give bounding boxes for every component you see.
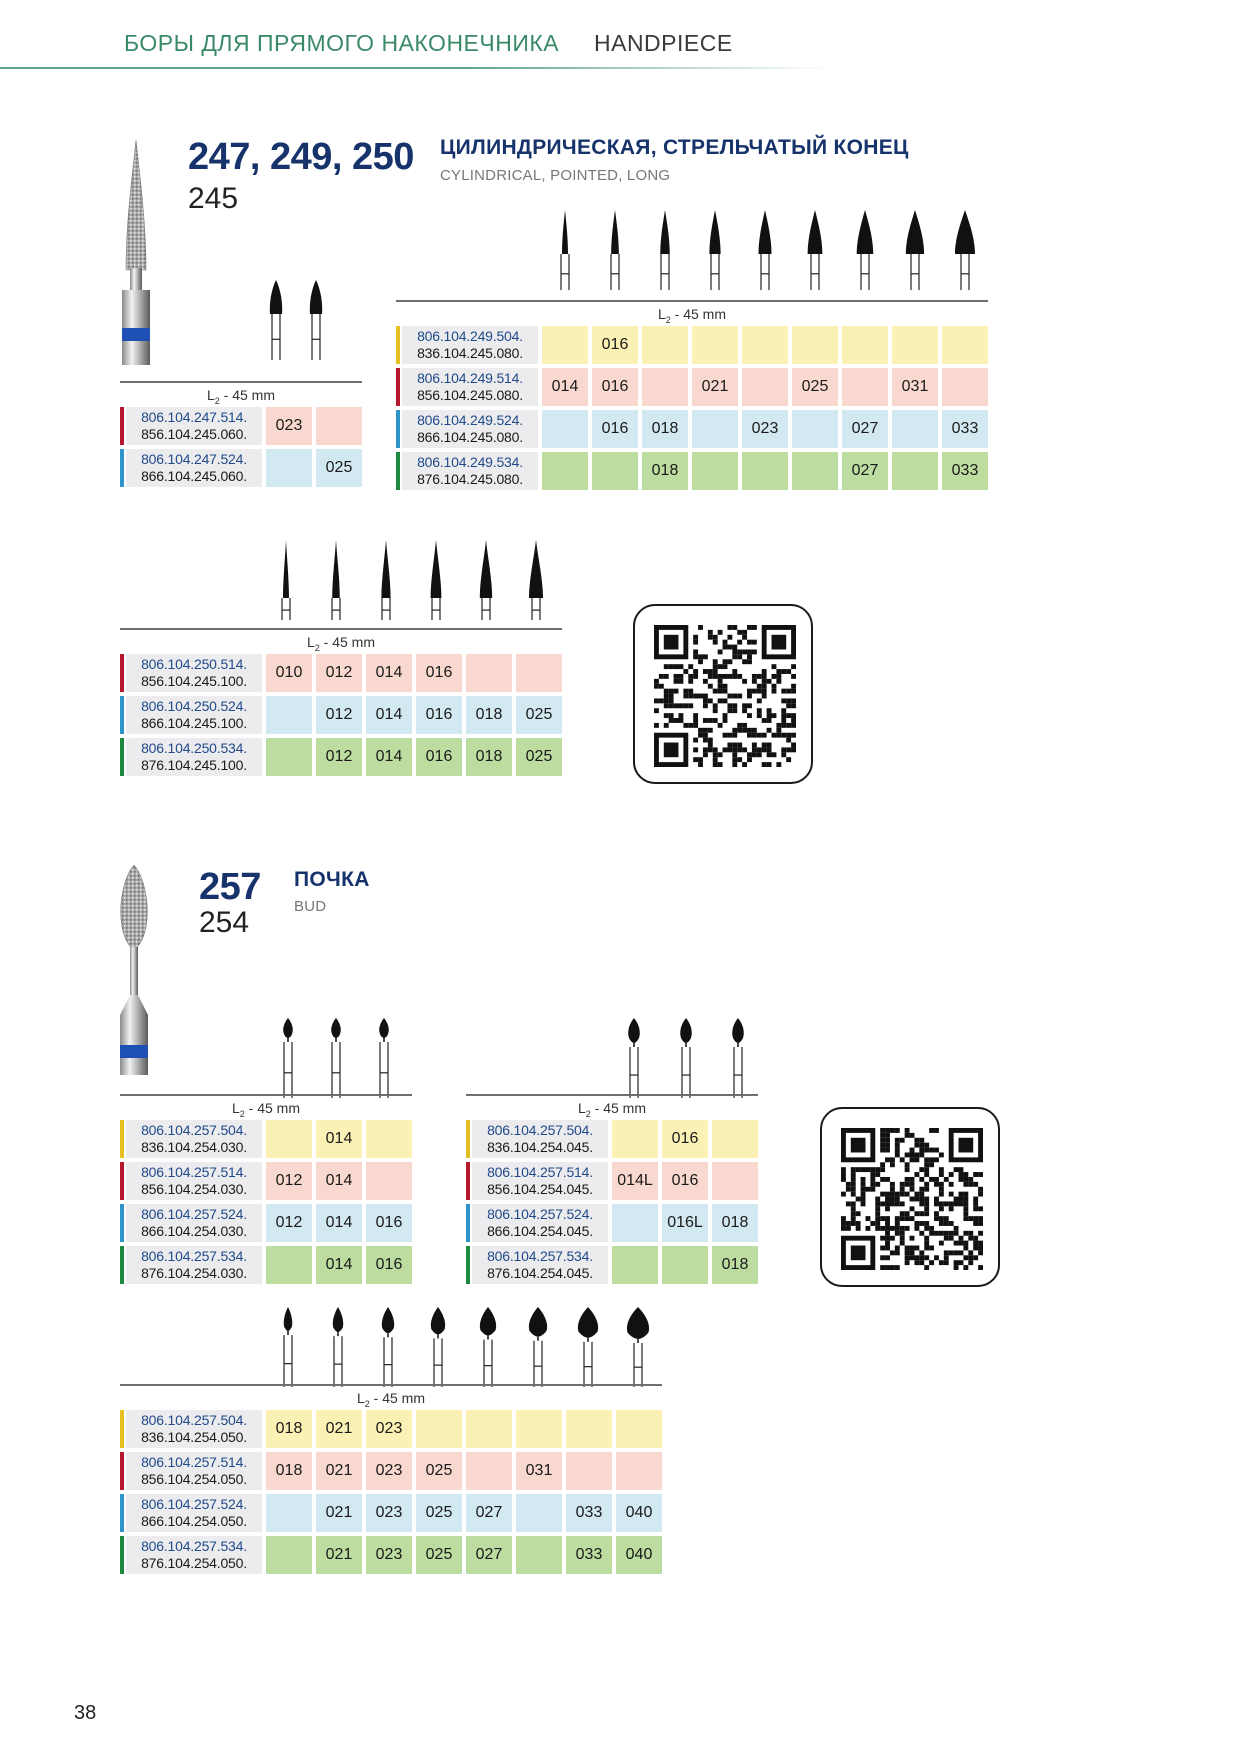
size-cell: 023 — [366, 1410, 412, 1448]
grit-color-bar — [120, 1162, 124, 1200]
shape-title-ru: ЦИЛИНДРИЧЕСКАЯ, СТРЕЛЬЧАТЫЙ КОНЕЦ — [440, 136, 909, 159]
bur-silhouettes-249 — [0, 205, 1000, 290]
grit-color-bar — [396, 368, 400, 406]
table-257-050 — [120, 1384, 662, 1578]
table-row — [120, 1410, 662, 1448]
model-number-primary: 257 — [199, 866, 261, 908]
article-code-secondary: 866.104.254.030. — [141, 1223, 247, 1239]
l2-label: $L_2 - 45$ mm — [306, 634, 376, 653]
size-cell — [266, 449, 312, 487]
shape-title-en: BUD — [294, 898, 327, 915]
size-cell — [892, 326, 938, 364]
size-cell — [266, 738, 312, 776]
size-cell: 012 — [266, 1204, 312, 1242]
article-code-secondary: 856.104.245.080. — [417, 387, 523, 403]
page-header — [124, 30, 733, 57]
size-cell — [416, 1410, 462, 1448]
article-code-primary: 806.104.247.524. — [141, 451, 247, 467]
table-row — [120, 449, 362, 487]
size-cell: 014 — [316, 1204, 362, 1242]
article-code-secondary: 866.104.245.080. — [417, 429, 523, 445]
size-cell — [542, 410, 588, 448]
size-cell — [692, 410, 738, 448]
article-code-primary: 806.104.257.534. — [141, 1538, 247, 1554]
size-cell: 023 — [266, 407, 312, 445]
article-codes — [126, 1246, 262, 1284]
article-code-primary: 806.104.257.514. — [141, 1454, 247, 1470]
article-code-secondary: 856.104.254.030. — [141, 1181, 247, 1197]
article-code-secondary: 866.104.245.060. — [141, 468, 247, 484]
size-cell: 021 — [316, 1452, 362, 1490]
size-cell — [592, 452, 638, 490]
grit-color-bar — [120, 1120, 124, 1158]
table-row — [120, 654, 562, 692]
article-code-secondary: 876.104.245.100. — [141, 757, 247, 773]
article-code-secondary: 866.104.254.050. — [141, 1513, 247, 1529]
size-cell — [266, 1536, 312, 1574]
size-cell: 033 — [942, 410, 988, 448]
size-cell: 016 — [416, 738, 462, 776]
article-codes — [126, 1120, 262, 1158]
bur-silhouettes-257-045 — [0, 1008, 800, 1098]
table-row — [396, 410, 988, 448]
size-cell — [612, 1246, 658, 1284]
size-cell: 016 — [592, 368, 638, 406]
size-cell — [516, 1536, 562, 1574]
size-cell — [466, 654, 512, 692]
grit-color-bar — [396, 410, 400, 448]
table-row — [466, 1204, 758, 1242]
size-cell — [516, 654, 562, 692]
article-code-primary: 806.104.257.504. — [141, 1122, 247, 1138]
header-title-en: HANDPIECE — [594, 30, 733, 56]
size-cell: 021 — [316, 1494, 362, 1532]
l2-label: $L_2 - 45$ mm — [657, 306, 727, 325]
article-code-secondary: 836.104.245.080. — [417, 345, 523, 361]
size-cell — [542, 452, 588, 490]
article-codes — [126, 1452, 262, 1490]
size-cell: 014 — [366, 738, 412, 776]
size-cell — [692, 452, 738, 490]
size-cell: 021 — [316, 1536, 362, 1574]
size-cell: 014 — [316, 1120, 362, 1158]
size-cell — [566, 1452, 612, 1490]
size-cell — [792, 326, 838, 364]
size-cell: 016 — [366, 1204, 412, 1242]
article-code-primary: 806.104.250.534. — [141, 740, 247, 756]
size-cell — [616, 1452, 662, 1490]
article-code-primary: 806.104.249.504. — [417, 328, 523, 344]
size-cell — [942, 326, 988, 364]
table-257-045 — [466, 1094, 758, 1288]
size-cell — [712, 1120, 758, 1158]
grit-color-bar — [120, 1204, 124, 1242]
size-cell: 021 — [692, 368, 738, 406]
size-cell: 025 — [416, 1494, 462, 1532]
table-row — [466, 1162, 758, 1200]
bur-silhouettes-257-050 — [0, 1302, 700, 1387]
table-row — [120, 407, 362, 445]
grit-color-bar — [120, 1410, 124, 1448]
size-cell: 018 — [642, 452, 688, 490]
size-cell: 016 — [662, 1120, 708, 1158]
article-code-secondary: 836.104.254.045. — [487, 1139, 593, 1155]
size-cell — [466, 1410, 512, 1448]
article-code-secondary: 866.104.245.100. — [141, 715, 247, 731]
table-257-030 — [120, 1094, 412, 1288]
article-code-secondary: 856.104.245.060. — [141, 426, 247, 442]
size-cell: 025 — [516, 738, 562, 776]
size-cell: 012 — [266, 1162, 312, 1200]
article-codes — [126, 1536, 262, 1574]
size-cell: 018 — [712, 1246, 758, 1284]
model-number-secondary: 254 — [199, 906, 250, 939]
l2-label: $L_2 - 45$ mm — [206, 387, 276, 406]
size-cell: 010 — [266, 654, 312, 692]
size-cell — [612, 1204, 658, 1242]
size-cell: 018 — [266, 1410, 312, 1448]
article-codes — [402, 326, 538, 364]
table-250 — [120, 628, 562, 780]
article-code-secondary: 876.104.245.080. — [417, 471, 523, 487]
size-cell: 018 — [712, 1204, 758, 1242]
size-cell: 016 — [592, 326, 638, 364]
size-cell: 018 — [266, 1452, 312, 1490]
article-code-primary: 806.104.257.504. — [141, 1412, 247, 1428]
size-cell — [662, 1246, 708, 1284]
size-cell — [742, 452, 788, 490]
grit-color-bar — [466, 1204, 470, 1242]
size-cell: 014 — [316, 1162, 362, 1200]
shape-title-en: CYLINDRICAL, POINTED, LONG — [440, 167, 671, 184]
size-cell: 016 — [366, 1246, 412, 1284]
table-row — [120, 1246, 412, 1284]
article-codes — [126, 1204, 262, 1242]
size-cell — [266, 1120, 312, 1158]
table-row — [120, 1204, 412, 1242]
size-cell — [942, 368, 988, 406]
article-code-secondary: 876.104.254.030. — [141, 1265, 247, 1281]
article-code-secondary: 836.104.254.050. — [141, 1429, 247, 1445]
article-codes — [126, 407, 262, 445]
model-number-secondary: 245 — [188, 182, 239, 215]
size-cell: 025 — [516, 696, 562, 734]
table-row — [120, 1452, 662, 1490]
grit-color-bar — [120, 738, 124, 776]
size-cell: 025 — [416, 1536, 462, 1574]
size-cell: 023 — [366, 1536, 412, 1574]
size-cell: 033 — [942, 452, 988, 490]
article-codes — [402, 410, 538, 448]
table-249 — [396, 300, 988, 494]
article-code-primary: 806.104.249.514. — [417, 370, 523, 386]
article-code-secondary: 856.104.254.050. — [141, 1471, 247, 1487]
size-cell: 014 — [366, 654, 412, 692]
size-cell: 018 — [466, 738, 512, 776]
grit-color-bar — [120, 1452, 124, 1490]
size-cell — [516, 1494, 562, 1532]
size-cell: 018 — [642, 410, 688, 448]
size-cell: 025 — [416, 1452, 462, 1490]
size-cell: 014 — [366, 696, 412, 734]
grit-color-bar — [466, 1120, 470, 1158]
qr-code-icon[interactable] — [633, 604, 813, 784]
table-row — [120, 1120, 412, 1158]
article-code-primary: 806.104.257.534. — [141, 1248, 247, 1264]
grit-color-bar — [120, 696, 124, 734]
table-247 — [120, 381, 362, 491]
size-cell — [266, 696, 312, 734]
article-code-secondary: 876.104.254.045. — [487, 1265, 593, 1281]
table-row — [120, 1494, 662, 1532]
grit-color-bar — [120, 654, 124, 692]
article-code-primary: 806.104.257.524. — [141, 1206, 247, 1222]
size-cell: 016 — [416, 696, 462, 734]
size-cell: 016 — [592, 410, 638, 448]
grit-color-bar — [466, 1162, 470, 1200]
article-codes — [126, 1494, 262, 1532]
l2-label: $L_2 - 45$ mm — [356, 1390, 426, 1409]
size-cell: 014L — [612, 1162, 658, 1200]
header-divider — [0, 67, 830, 69]
size-cell: 031 — [892, 368, 938, 406]
size-cell: 014 — [542, 368, 588, 406]
size-cell — [792, 410, 838, 448]
grit-color-bar — [396, 326, 400, 364]
qr-code-icon[interactable] — [820, 1107, 1000, 1287]
size-cell — [792, 452, 838, 490]
table-row — [396, 452, 988, 490]
article-codes — [126, 738, 262, 776]
size-cell: 025 — [316, 449, 362, 487]
size-cell — [366, 1162, 412, 1200]
table-row — [120, 1536, 662, 1574]
article-code-primary: 806.104.257.504. — [487, 1122, 593, 1138]
size-cell — [266, 1246, 312, 1284]
shape-title-ru: ПОЧКА — [294, 868, 370, 891]
article-code-secondary: 866.104.254.045. — [487, 1223, 593, 1239]
size-cell: 033 — [566, 1494, 612, 1532]
page-number: 38 — [74, 1702, 97, 1724]
size-cell — [616, 1410, 662, 1448]
size-cell — [566, 1410, 612, 1448]
article-codes — [402, 368, 538, 406]
size-cell — [366, 1120, 412, 1158]
article-code-primary: 806.104.257.514. — [487, 1164, 593, 1180]
size-cell — [712, 1162, 758, 1200]
article-code-secondary: 836.104.254.030. — [141, 1139, 247, 1155]
size-cell: 040 — [616, 1536, 662, 1574]
article-codes — [126, 449, 262, 487]
article-codes — [126, 696, 262, 734]
table-row — [120, 1162, 412, 1200]
article-codes — [472, 1246, 608, 1284]
article-code-secondary: 876.104.254.050. — [141, 1555, 247, 1571]
table-row — [466, 1120, 758, 1158]
size-cell: 040 — [616, 1494, 662, 1532]
table-row — [466, 1246, 758, 1284]
bur-silhouettes-250 — [0, 530, 600, 620]
size-cell: 012 — [316, 696, 362, 734]
size-cell: 027 — [466, 1494, 512, 1532]
table-row — [396, 368, 988, 406]
article-code-primary: 806.104.249.534. — [417, 454, 523, 470]
article-codes — [402, 452, 538, 490]
size-cell — [842, 368, 888, 406]
size-cell: 014 — [316, 1246, 362, 1284]
grit-color-bar — [396, 452, 400, 490]
size-cell: 012 — [316, 738, 362, 776]
size-cell: 027 — [842, 452, 888, 490]
size-cell — [892, 410, 938, 448]
size-cell — [542, 326, 588, 364]
size-cell — [642, 368, 688, 406]
article-code-primary: 806.104.250.524. — [141, 698, 247, 714]
size-cell: 025 — [792, 368, 838, 406]
size-cell: 023 — [366, 1452, 412, 1490]
size-cell — [316, 407, 362, 445]
article-code-primary: 806.104.249.524. — [417, 412, 523, 428]
article-code-secondary: 856.104.254.045. — [487, 1181, 593, 1197]
article-codes — [472, 1204, 608, 1242]
article-codes — [472, 1162, 608, 1200]
article-codes — [472, 1120, 608, 1158]
size-cell — [692, 326, 738, 364]
header-title-ru: БОРЫ ДЛЯ ПРЯМОГО НАКОНЕЧНИКА — [124, 30, 560, 56]
article-code-primary: 806.104.257.524. — [487, 1206, 593, 1222]
grit-color-bar — [120, 1536, 124, 1574]
size-cell — [516, 1410, 562, 1448]
table-row — [120, 696, 562, 734]
article-code-primary: 806.104.257.524. — [141, 1496, 247, 1512]
grit-color-bar — [120, 1246, 124, 1284]
article-codes — [126, 1162, 262, 1200]
article-code-secondary: 856.104.245.100. — [141, 673, 247, 689]
size-cell — [612, 1120, 658, 1158]
size-cell: 033 — [566, 1536, 612, 1574]
l2-label: $L_2 - 45$ mm — [577, 1100, 647, 1119]
size-cell — [466, 1452, 512, 1490]
article-code-primary: 806.104.257.534. — [487, 1248, 593, 1264]
article-codes — [126, 654, 262, 692]
size-cell: 016 — [662, 1162, 708, 1200]
size-cell: 023 — [742, 410, 788, 448]
size-cell — [892, 452, 938, 490]
size-cell: 021 — [316, 1410, 362, 1448]
grit-color-bar — [466, 1246, 470, 1284]
size-cell — [742, 326, 788, 364]
table-row — [120, 738, 562, 776]
table-row — [396, 326, 988, 364]
size-cell — [642, 326, 688, 364]
article-code-primary: 806.104.257.514. — [141, 1164, 247, 1180]
grit-color-bar — [120, 407, 124, 445]
grit-color-bar — [120, 449, 124, 487]
size-cell: 023 — [366, 1494, 412, 1532]
size-cell: 027 — [842, 410, 888, 448]
size-cell — [742, 368, 788, 406]
size-cell: 027 — [466, 1536, 512, 1574]
model-number-primary: 247, 249, 250 — [188, 136, 414, 178]
size-cell: 012 — [316, 654, 362, 692]
grit-color-bar — [120, 1494, 124, 1532]
l2-label: $L_2 - 45$ mm — [231, 1100, 301, 1119]
size-cell: 031 — [516, 1452, 562, 1490]
size-cell: 018 — [466, 696, 512, 734]
size-cell: 016 — [416, 654, 462, 692]
size-cell: 016L — [662, 1204, 708, 1242]
size-cell — [266, 1494, 312, 1532]
article-code-primary: 806.104.250.514. — [141, 656, 247, 672]
article-code-primary: 806.104.247.514. — [141, 409, 247, 425]
size-cell — [842, 326, 888, 364]
article-codes — [126, 1410, 262, 1448]
